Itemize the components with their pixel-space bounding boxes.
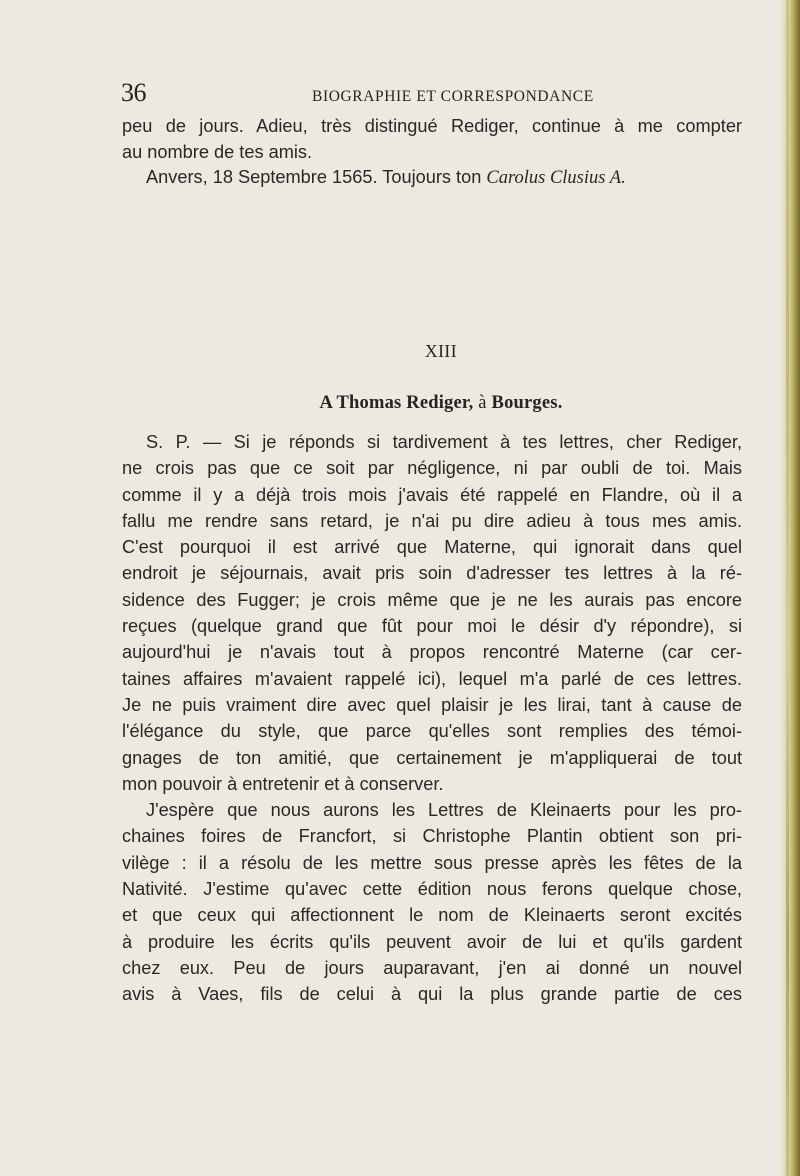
text-line: aujourd'hui je n'avais tout à propos rencontré Materne (car cer- <box>122 642 742 663</box>
text-line: fallu me rendre sans retard, je n'ai pu dire adieu à tous mes amis. <box>122 510 742 531</box>
text-line: avis à Vaes, fils de celui à qui la plus grande partie de ces <box>122 984 742 1005</box>
text-line: J'espère que nous aurons les Lettres de Kleinaerts pour les pro- <box>146 800 742 821</box>
letter-title <box>0 393 800 414</box>
letter-number: XIII <box>424 341 458 361</box>
text-line: comme il y a déjà trois mois j'avais été rappelé en Flandre, où il a <box>122 484 742 505</box>
text-line: Nativité. J'estime qu'avec cette édition nous ferons quelque chose, <box>122 879 742 900</box>
page-header <box>0 78 800 110</box>
text-line: Je ne puis vraiment dire avec quel plaisir je les lirai, tant à cause de <box>122 694 742 715</box>
text-line: à produire les écrits qu'ils peuvent avoir de lui et qu'ils gardent <box>122 931 742 952</box>
paragraph-1 <box>122 429 742 797</box>
text-line: endroit je séjournais, avait pris soin d'adresser tes lettres à la ré- <box>122 563 742 584</box>
letter-recipient: A Thomas Rediger, <box>319 393 474 413</box>
text-line: l'élégance du style, que parce qu'elles sont remplies des témoi- <box>122 721 742 742</box>
text-line: reçues (quelque grand que fût pour moi le désir d'y répondre), si <box>122 616 742 637</box>
letter-body <box>122 429 742 1008</box>
text-line: gnages de ton amitié, que certainement je m'appliquerai de tout <box>122 747 742 768</box>
text-line: C'est pourquoi il est arrivé que Materne, qui ignorait dans quel <box>122 537 742 558</box>
letter-closing <box>122 165 742 192</box>
previous-letter-ending <box>122 114 742 192</box>
text-line: et que ceux qui affectionnent le nom de Kleinaerts seront excités <box>122 905 742 926</box>
text-line: vilège : il a résolu de les mettre sous presse après les fêtes de la <box>122 852 742 873</box>
text-line: taines affaires m'avaient rappelé ici), lequel m'a parlé de ces lettres. <box>122 668 742 689</box>
text-line: chez eux. Peu de jours auparavant, j'en ai donné un nouvel <box>122 957 742 978</box>
text-line: peu de jours. Adieu, très distingué Rediger, continue à me compter <box>122 116 742 136</box>
page-edge-shadow <box>780 0 800 1176</box>
text-line: ne crois pas que ce soit par négligence, ni par oubli de toi. Mais <box>122 458 742 479</box>
text-line: S. P. — Si je réponds si tardivement à tes lettres, cher Rediger, <box>146 432 742 452</box>
text-line: mon pouvoir à entretenir et à conserver. <box>122 773 444 794</box>
page-edge-binding <box>786 0 789 1176</box>
text-line: sidence des Fugger; je crois même que je ne les aurais pas encore <box>122 589 742 610</box>
letter-place: Bourges. <box>491 393 563 413</box>
closing-text: Anvers, 18 Septembre 1565. Toujours ton <box>146 167 487 188</box>
letter-title-connector: à <box>478 393 487 413</box>
text-line: chaines foires de Francfort, si Christophe Plantin obtient son pri- <box>122 826 742 847</box>
text-line: au nombre de tes amis. <box>122 141 313 162</box>
running-head: BIOGRAPHIE ET CORRESPONDANCE <box>312 88 594 105</box>
closing-signature: Carolus Clusius A. <box>486 168 626 189</box>
paragraph-2 <box>122 797 742 1007</box>
page-number: 36 <box>121 78 146 107</box>
